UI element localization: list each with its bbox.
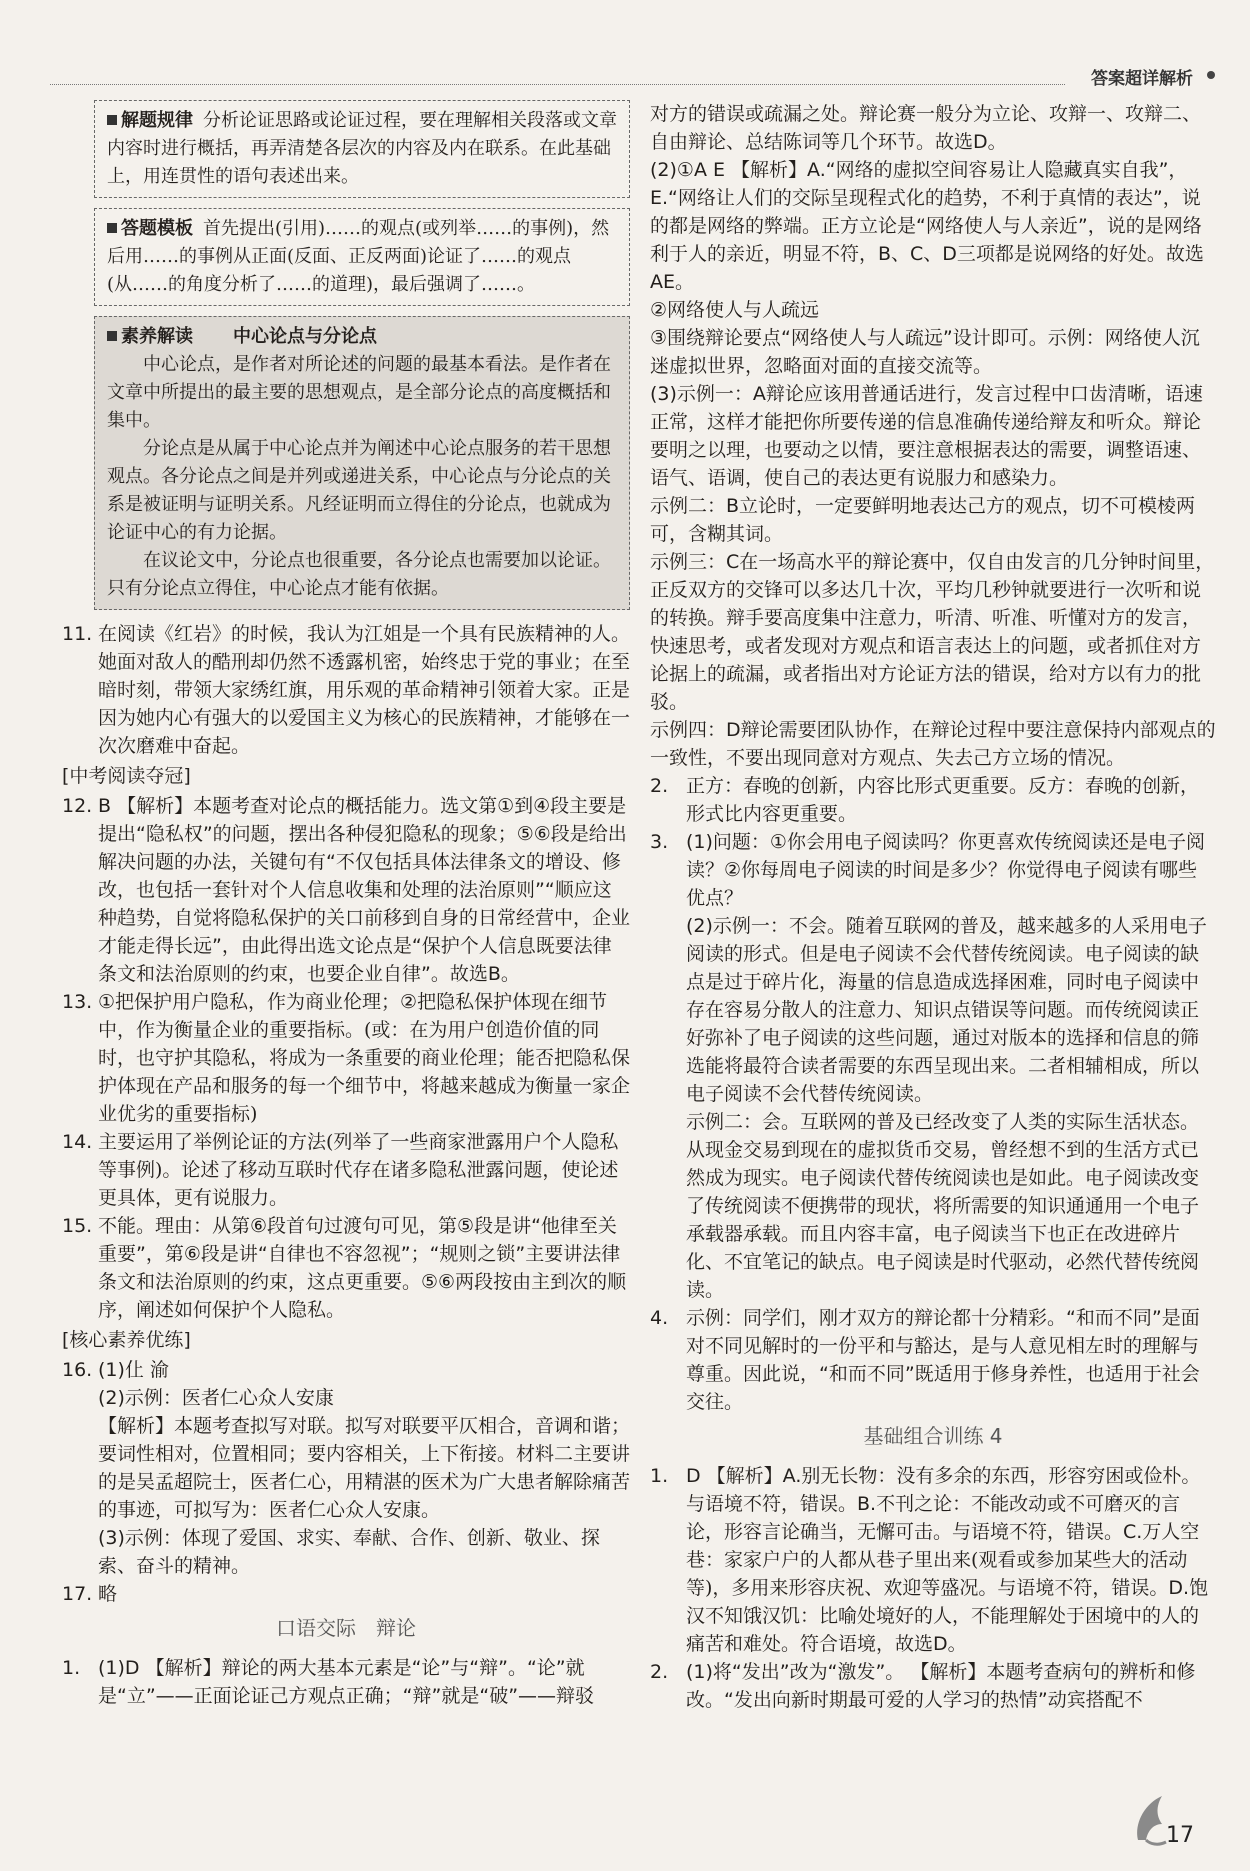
- answer-text: (1)将“发出”改为“激发”。 【解析】本题考查病句的辨析和修改。“发出向新时期最可爱的人学习的热情”动宾搭配不: [686, 1661, 1196, 1711]
- answer-part: (3)示例：体现了爱国、求实、奉献、合作、创新、敬业、探索、奋斗的精神。: [98, 1527, 600, 1577]
- tip-text: 分析论证思路或论证过程，要在理解相关段落或文章内容时进行概括，再弄清楚各层次的内容及内在联系。在此基础上，用连贯性的语句表述出来。: [107, 110, 617, 187]
- tip-tag: 解题规律: [107, 110, 193, 131]
- tip-tag: 答题模板: [107, 218, 193, 239]
- answer-text: 主要运用了举例论证的方法: [98, 1131, 327, 1153]
- answer-number: 12.: [62, 795, 93, 817]
- answer-13: [62, 988, 630, 1128]
- answer-number: 15.: [62, 1215, 93, 1237]
- header-title: 答案超详解析: [1091, 69, 1193, 89]
- answer-part: 示例三：C在一场高水平的辩论赛中，仅自由发言的几分钟时间里，正反双方的交锋可以多达几十次，平均几秒钟就要进行一次听和说的转换。辩手要高度集中注意力，听清、听准、听懂对方的发言，快速思考，或者发现对方观点和语言表达上的问题，或者抓住对方论据上的疏漏，或者指出对方论证方法的错误，给对方以有力的批驳。: [650, 551, 1215, 713]
- page-header: [50, 64, 1215, 89]
- left-column: [62, 100, 630, 1710]
- answer-number: 13.: [62, 991, 93, 1013]
- answer-11: [62, 620, 630, 760]
- answer-part: ②网络使人与人疏远: [650, 299, 820, 321]
- answer-text: 正方：春晚的创新，内容比形式更重要。反方：春晚的创新，形式比内容更重要。: [686, 775, 1200, 825]
- oral-answer-3: [650, 828, 1216, 1304]
- oral-answer-4: [650, 1304, 1216, 1416]
- right-column: [650, 100, 1216, 1714]
- tip-paragraph: 在议论文中，分论点也很重要，各分论点也需要加以论证。只有分论点立得住，中心论点才能有依据。: [107, 550, 611, 599]
- answer-number: 1.: [650, 1465, 669, 1487]
- answer-part: (2)示例一：不会。随着互联网的普及，越来越多的人采用电子阅读的形式。但是电子阅读不会代替传统阅读。电子阅读的缺点是过于碎片化，海量的信息造成选择困难，同时电子阅读中存在容易分散人的注意力、知识点错误等问题。而传统阅读正好弥补了电子阅读的这些问题，通过对版本的选择和信息的筛选能将最符合读者需要的东西呈现出来。二者相辅相成，所以电子阅读不会代替传统阅读。: [686, 915, 1207, 1105]
- section-heading: [中考阅读夺冠]: [62, 765, 191, 787]
- section-title: 基础组合训练 4: [863, 1424, 1003, 1448]
- answer-note: (列举了一些商家泄露用户个人隐私等事例): [98, 1131, 619, 1181]
- answer-number: 16.: [62, 1359, 93, 1381]
- header-rule: [50, 84, 1065, 85]
- answer-15: [62, 1212, 630, 1324]
- answer-text: ，多用来形容庆祝、欢迎等盛况。与语境不符，错误。D.饱汉不知饿汉饥：比喻处境好的人，不能理解处于困境中的人的痛苦和难处。符合语境，故选D。: [686, 1577, 1209, 1655]
- answer-part: ③围绕辩论要点“网络使人与人疏远”设计即可。示例：网络使人沉迷虚拟世界，忽略面对面的直接交流等。: [650, 327, 1200, 377]
- tip-box-template: [94, 208, 630, 306]
- answer-text: (1)D 【解析】辩论的两大基本元素是“论”与“辩”。“论”就是“立”——正面论证己方观点正确；“辩”就是“破”——辩驳: [98, 1657, 595, 1707]
- answer-number: 4.: [650, 1307, 669, 1329]
- answer-part: (2)①A E 【解析】A.“网络的虚拟空间容易让人隐藏真实自我”，E.“网络让人们的交际呈现程式化的趋势，不利于真情的表达”，说的都是网络的弊端。正方立论是“网络使人与人亲近”，说的是网络利于人的亲近，明显不符，B、C、D三项都是说网络的好处。故选AE。: [650, 159, 1204, 293]
- tip-paragraph: 分论点是从属于中心论点并为阐述中心论点服务的若干思想观点。各分论点之间是并列或递进关系，中心论点与分论点的关系是被证明与证明关系。凡经证明而立得住的分论点，也就成为论证中心的有力论据。: [107, 438, 611, 543]
- answer-note: (或：在为用户创造价值的同时，也守护其隐私，将成为一条重要的商业伦理；能否把隐私保护体现在产品和服务的每一个细节中，将越来越成为衡量一家企业优劣的重要指标): [98, 1019, 631, 1125]
- answer-text: 略: [98, 1583, 118, 1605]
- answer-part: 【解析】本题考查拟写对联。拟写对联要平仄相合，音调和谐；要词性相对，位置相同；要内容相关，上下衔接。材料二主要讲的是吴孟超院士，医者仁心，用精湛的医术为广大患者解除痛苦的事迹，可拟写为：医者仁心众人安康。: [98, 1415, 631, 1521]
- oral-answer-1: [62, 1654, 630, 1710]
- training-answer-2: [650, 1658, 1216, 1714]
- answer-number: 3.: [650, 831, 669, 853]
- answer-17: [62, 1580, 630, 1608]
- answer-part: 示例二：会。互联网的普及已经改变了人类的实际生活状态。从现金交易到现在的虚拟货币交易，曾经想不到的生活方式已然成为现实。电子阅读代替传统阅读也是如此。电子阅读改变了传统阅读不便携带的现状，将所需要的知识通通用一个电子承载器承载。而且内容丰富，电子阅读当下也正在改进碎片化、不宜笔记的缺点。电子阅读是时代驱动，必然代替传统阅读。: [686, 1111, 1200, 1301]
- answer-text: 示例：同学们，刚才双方的辩论都十分精彩。“和而不同”是面对不同见解时的一份平和与豁达，是与人意见相左时的理解与尊重。因此说，“和而不同”既适用于修身养性，也适用于社会交往。: [686, 1307, 1200, 1413]
- oral-answer-2: [650, 772, 1216, 828]
- tip-title: 中心论点与分论点: [233, 326, 377, 347]
- answer-text: ①把保护用户隐私，作为商业伦理；②把隐私保护体现在细节中，作为衡量企业的重要指标。: [98, 991, 608, 1041]
- answer-number: 2.: [650, 1661, 669, 1683]
- tip-box-rules: [94, 100, 630, 198]
- answer-number: 1.: [62, 1657, 81, 1679]
- answer-part: 示例二：B立论时，一定要鲜明地表达己方的观点，切不可模棱两可，含糊其词。: [650, 495, 1196, 545]
- answer-part: (1)仩 渝: [98, 1359, 169, 1381]
- answer-continuation: 对方的错误或疏漏之处。辩论赛一般分为立论、攻辩一、攻辩二、自由辩论、总结陈词等几个环节。故选D。: [650, 103, 1202, 153]
- section-title: 口语交际 辩论: [276, 1616, 416, 1640]
- answer-text: D 【解析】A.别无长物：没有多余的东西，形容穷困或俭朴。与语境不符，错误。B.不刊之论：不能改动或不可磨灭的言论，形容言论确当，无懈可击。与语境不符，错误。C.万人空巷：家家户户的人都从巷子里出来: [686, 1465, 1201, 1571]
- answer-text: B 【解析】本题考查对论点的概括能力。选文第①到④段主要是提出“隐私权”的问题，摆出各种侵犯隐私的现象；⑤⑥段是给出解决问题的办法，关键句有“不仅包括具体法律条文的增设、修改，也包括一套针对个人信息收集和处理的法治原则”“顺应这种趋势，自觉将隐私保护的关口前移到自身的日常经营中，企业才能走得长远”，由此得出选文论点是“保护个人信息既要法律条文和法治原则的约束，也要企业自律”。故选B。: [98, 795, 631, 985]
- answer-text: 不能。理由：从第⑥段首句过渡句可见，第⑤段是讲“他律至关重要”，第⑥段是讲“自律也不容忽视”；“规则之锁”主要讲法律条文和法治原则的约束，这点更重要。⑤⑥两段按由主到次的顺序，阐述如何保护个人隐私。: [98, 1215, 627, 1321]
- answer-number: 14.: [62, 1131, 93, 1153]
- training-answer-1: [650, 1462, 1216, 1658]
- answer-part: 示例四：D辩论需要团队协作，在辩论过程中要注意保持内部观点的一致性，不要出现同意对方观点、失去己方立场的情况。: [650, 719, 1216, 769]
- answer-14: [62, 1128, 630, 1212]
- answer-number: 2.: [650, 775, 669, 797]
- answer-16: [62, 1356, 630, 1580]
- answer-text: 在阅读《红岩》的时候，我认为江姐是一个具有民族精神的人。她面对敌人的酷刑却仍然不透露机密，始终忠于党的事业；在至暗时刻，带领大家绣红旗，用乐观的革命精神引领着大家。正是因为她内心有强大的以爱国主义为核心的民族精神，才能够在一次次磨难中奋起。: [98, 623, 631, 757]
- section-heading: [核心素养优练]: [62, 1329, 191, 1351]
- tip-paragraph: 中心论点，是作者对所论述的问题的最基本看法。是作者在文章中所提出的最主要的思想观点，是全部分论点的高度概括和集中。: [107, 354, 611, 431]
- answer-part: (2)示例：医者仁心众人安康: [98, 1387, 334, 1409]
- answer-note: (观看或参加某些大的活动等): [686, 1549, 1188, 1599]
- answer-12: [62, 792, 630, 988]
- page-number: 17: [1166, 1823, 1194, 1848]
- answer-number: 11.: [62, 623, 93, 645]
- header-dot-icon: [1207, 71, 1215, 79]
- answer-text: 。论述了移动互联时代存在诸多隐私泄露问题，使论述更具体，更有说服力。: [98, 1159, 619, 1209]
- answer-part: (1)问题：①你会用电子阅读吗？你更喜欢传统阅读还是电子阅读？②你每周电子阅读的时间是多少？你觉得电子阅读有哪些优点？: [686, 831, 1205, 909]
- tip-tag: 素养解读: [107, 326, 193, 347]
- tip-box-literacy: [94, 316, 630, 610]
- answer-part: (3)示例一：A辩论应该用普通话进行，发言过程中口齿清晰，语速正常，这样才能把你所要传递的信息准确传递给辩友和听众。辩论要明之以理，也要动之以情，要注意根据表达的需要，调整语速、语气、语调，使自己的表达更有说服力和感染力。: [650, 383, 1203, 489]
- tip-text: 首先提出(引用)……的观点(或列举……的事例)，然后用……的事例从正面(反面、正反两面)论证了……的观点(从……的角度分析了……的道理)，最后强调了……。: [107, 218, 610, 295]
- answer-number: 17.: [62, 1583, 93, 1605]
